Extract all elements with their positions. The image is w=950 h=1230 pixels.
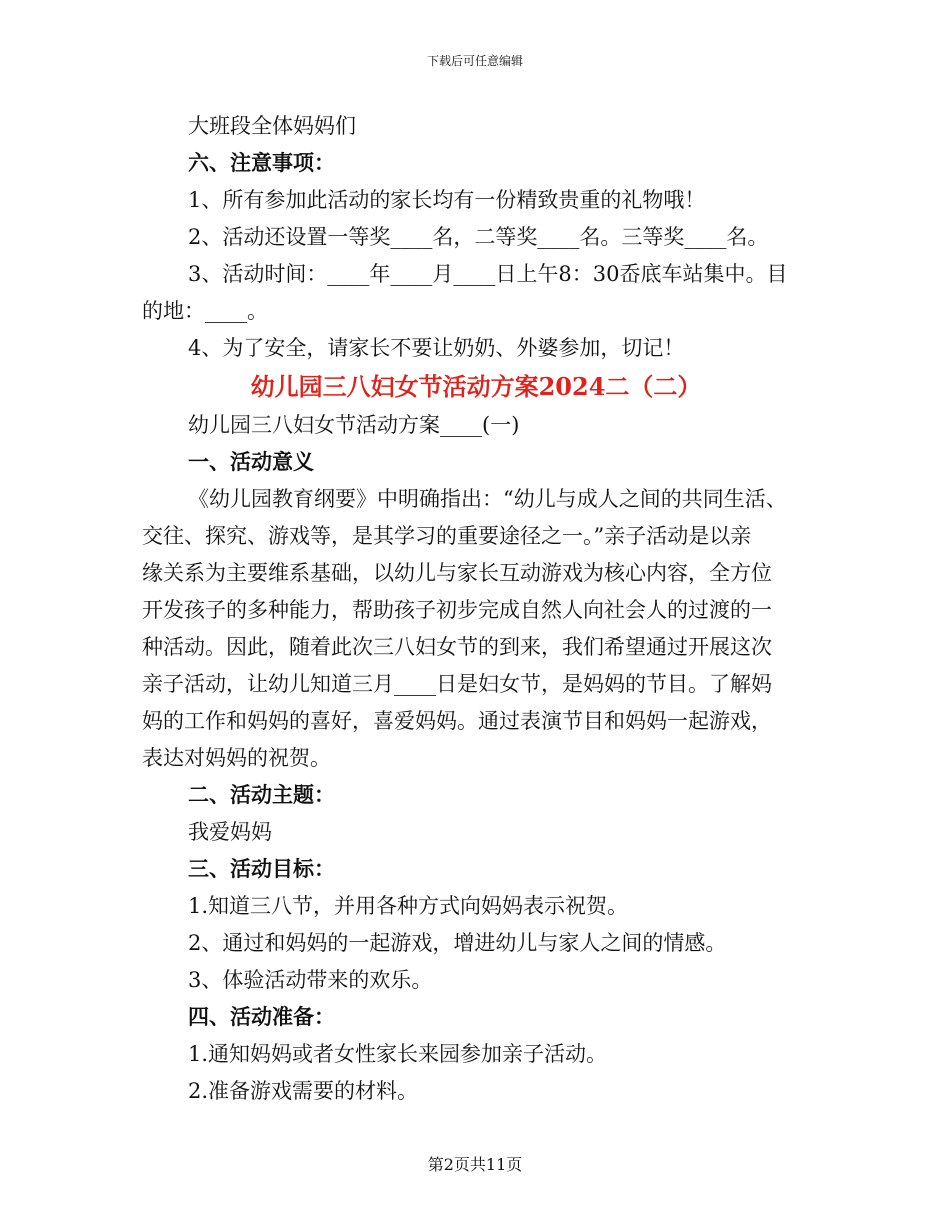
meaning-line: 《幼儿园教育纲要》中明确指出：“幼儿与成人之间的共同生活、 (188, 487, 787, 511)
goal-1: 1.知道三八节，并用各种方式向妈妈表示祝贺。 (188, 894, 629, 918)
theme-text: 我爱妈妈 (188, 820, 272, 844)
note-4: 4、为了安全，请家长不要让奶奶、外婆参加，切记！ (188, 336, 685, 360)
note-3-line-2: 的地：____。 (142, 299, 268, 323)
meaning-line: 亲子活动，让幼儿知道三月____日是妇女节，是妈妈的节目。了解妈 (142, 672, 772, 696)
note-1: 1、所有参加此活动的家长均有一份精致贵重的礼物哦！ (188, 188, 706, 212)
prep-2: 2.准备游戏需要的材料。 (188, 1079, 419, 1103)
goal-3: 3、体验活动带来的欢乐。 (188, 968, 433, 992)
meaning-line: 开发孩子的多种能力，帮助孩子初步完成自然人向社会人的过渡的一 (142, 598, 772, 622)
meaning-line: 种活动。因此，随着此次三八妇女节的到来，我们希望通过开展这次 (142, 635, 772, 659)
page-footer: 第2页共11页 (427, 1155, 523, 1174)
document-title: 幼儿园三八妇女节活动方案2024二（二） (250, 372, 702, 401)
meaning-heading: 一、活动意义 (188, 450, 314, 474)
prep-heading: 四、活动准备： (188, 1005, 335, 1029)
note-2: 2、活动还设置一等奖____名，二等奖____名。三等奖____名。 (188, 225, 769, 249)
prep-1: 1.通知妈妈或者女性家长来园参加亲子活动。 (188, 1042, 608, 1066)
page-header: 下载后可任意编辑 (426, 54, 523, 68)
subtitle: 幼儿园三八妇女节活动方案____(一) (188, 413, 520, 437)
goals-heading: 三、活动目标： (188, 857, 335, 881)
goal-2: 2、通过和妈妈的一起游戏，增进幼儿与家人之间的情感。 (188, 931, 727, 955)
meaning-line: 缘关系为主要维系基础，以幼儿与家长互动游戏为核心内容，全方位 (142, 561, 772, 585)
meaning-line: 表达对妈妈的祝贺。 (142, 746, 331, 770)
note-3-line-1: 3、活动时间：____年____月____日上午8：30岙底车站集中。目 (188, 262, 788, 286)
meaning-line: 交往、探究、游戏等，是其学习的重要途径之一。”亲子活动是以亲 (142, 524, 752, 548)
meaning-line: 妈的工作和妈妈的喜好，喜爱妈妈。通过表演节目和妈妈一起游戏， (142, 709, 772, 733)
document-body (142, 108, 810, 1110)
audience-text: 大班段全体妈妈们 (188, 114, 356, 138)
notes-heading: 六、注意事项： (188, 151, 335, 175)
theme-heading: 二、活动主题： (188, 783, 335, 807)
